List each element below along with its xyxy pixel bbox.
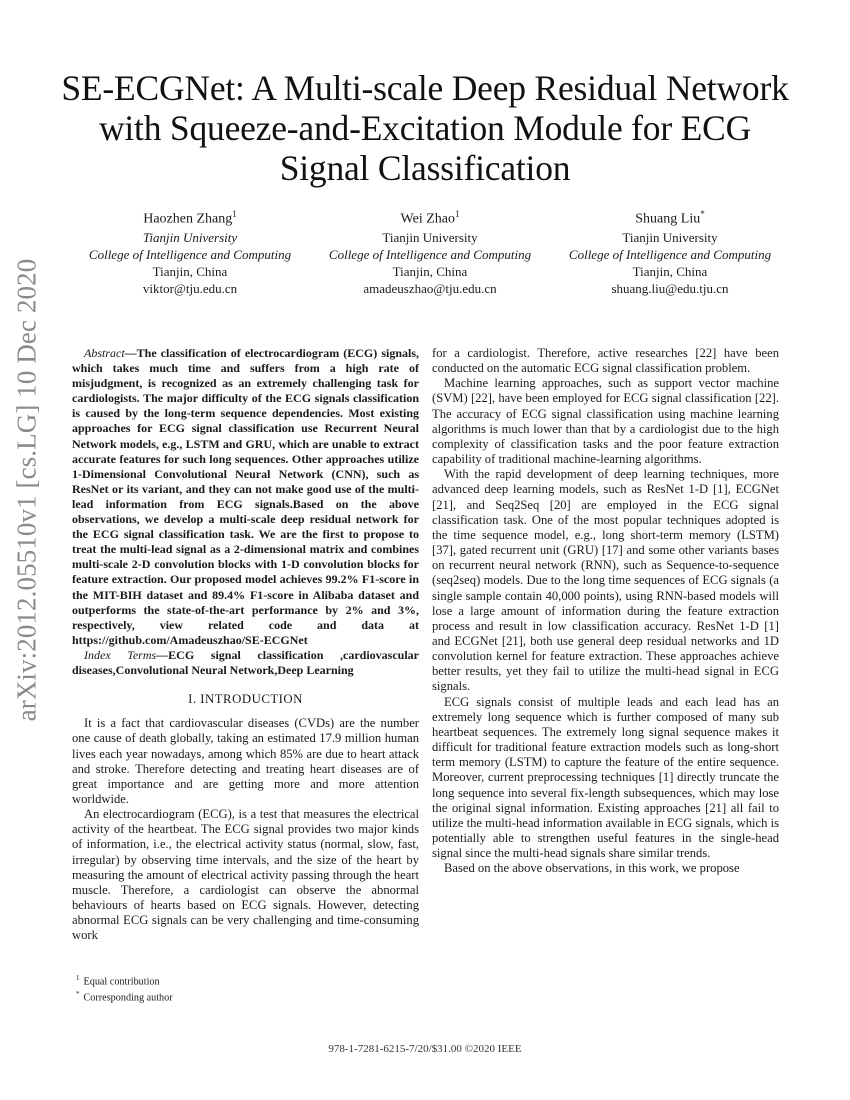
author-3 [550, 205, 790, 297]
author-name: Shuang Liu* [635, 209, 705, 227]
author-location: Tianjin, China [632, 263, 708, 279]
title-line: with Squeeze-and-Excitation Module for ECG [98, 108, 752, 148]
footnote: $^1$ Equal contribution [76, 974, 160, 988]
copyright-footer: 978-1-7281-6215-7/20/$31.00 ©2020 IEEE [328, 1043, 522, 1055]
paragraph: Machine learning approaches, such as support vector machine (SVM) [22], have been employed for ECG signal classification [22]. The accuracy of ECG signal classification using machine learning algorithms is much lower than that by a cardiologist due to the high complexity of classification tasks and the poor feature extraction capability of traditional machine-learning algorithms. [432, 376, 779, 467]
paragraph: It is a fact that cardiovascular diseases (CVDs) are the number one cause of death globally, taking an estimated 17.9 million human lives each year nowadays, among which 85% are due to heart attack and stroke. Therefore detecting and treating heart diseases are of great importance and are getting more and more attention worldwide. [72, 716, 419, 806]
index-terms-label: Index Terms [84, 647, 157, 662]
author-university: Tianjin University [622, 229, 718, 245]
author-university: Tianjin University [382, 229, 478, 245]
author-mark: 1 [454, 209, 460, 219]
author-mark: * [700, 209, 705, 219]
author-location: Tianjin, China [152, 263, 228, 279]
author-college: College of Intelligence and Computing [88, 246, 292, 262]
author-email: shuang.liu@edu.tju.cn [611, 280, 729, 296]
index-terms: Index Terms—ECG signal classification ,cardiovascular diseases,Convolutional Neural Network,Deep Learning [72, 647, 419, 677]
right-column [432, 346, 779, 876]
author-name: Wei Zhao$^1$ [400, 209, 460, 227]
author-mark: 1 [232, 209, 237, 219]
author-college: College of Intelligence and Computing [328, 246, 532, 262]
section-heading-introduction: I. INTRODUCTION [188, 692, 303, 707]
footnote: * Corresponding author [76, 990, 173, 1004]
abstract: Abstract—The classification of electrocardiogram (ECG) signals, which takes much time and suffers from a high rate of misjudgment, is recognized as an extremely challenging task for cardiologists. The major difficulty of the ECG signals classification is caused by the long-term sequence dependencies. Most existing approaches for ECG signal classification use Recurrent Neural Network models, e.g., LSTM and GRU, which are unable to extract accurate features for such long sequences. Other approaches utilize 1-Dimensional Convolutional Neural Network (CNN), such as ResNet or its variant, and they can not make good use of the multi-lead information from ECG signals.Based on the above observations, we develop a multi-scale deep residual network for the ECG signal classification task. We are the first to propose to treat the multi-lead signal as a 2-dimensional matrix and combines multi-scale 2-D convolution blocks with 1-D convolution blocks for feature extraction. Our proposed model achieves 99.2% F1-score in the MIT-BIH dataset and 89.4% F1-score in Alibaba dataset and outperforms the state-of-the-art performance by 2% and 3%, respectively, view related code and data at https://github.com/Amadeuszhao/SE-ECGNet Index Terms—ECG signal classification ,cardiovascular diseases,Convolutional Neural Network,Deep Learning [72, 346, 419, 677]
paragraph: ECG signals consist of multiple leads and each lead has an extremely long sequence which is further composed of many sub heartbeat sequences. The extremely long signal sequence makes it difficult for traditional feature extraction models such as long-short term memory (LSTM) to capture the feature of the entire sequence. Moreover, current preprocessing techniques [1] directly truncate the long sequence into several fix-length subsequences, which may lose the original signal information. Existing approaches [21] all fail to utilize the multi-head information available in ECG signals, which is potentially able to strengthen useful features in the single-head signal since the multi-head signals share similar trends. [432, 694, 779, 861]
author-college: College of Intelligence and Computing [568, 246, 772, 262]
abstract-text: The classification of electrocardiogram (ECG) signals, which takes much time and suffers from a high rate of misjudgment, is recognized as an extremely challenging task for cardiologists. The major difficulty of the ECG signals classification is caused by the long-term sequence dependencies. Most existing approaches for ECG signal classification use Recurrent Neural Network models, e.g., LSTM and GRU, which are unable to extract accurate features for such long sequences. Other approaches utilize 1-Dimensional Convolutional Neural Network (CNN), such as ResNet or its variant, and they can not make good use of the multi-lead information from ECG signals.Based on the above observations, we develop a multi-scale deep residual network for the ECG signal classification task. We are the first to propose to treat the multi-lead signal as a 2-dimensional matrix and combines multi-scale 2-D convolution blocks with 1-D convolution blocks for feature extraction. Our proposed model achieves 99.2% F1-score in the MIT-BIH dataset and 89.4% F1-score in Alibaba dataset and outperforms the state-of-the-art performance by 2% and 3%, respectively, view related code and data at https://github.com/Amadeuszhao/SE-ECGNet [72, 346, 419, 647]
paragraph: for a cardiologist. Therefore, active researches [22] have been conducted on the automatic ECG signal classification problem. [432, 346, 779, 376]
left-column [72, 346, 419, 944]
author-1 [70, 205, 310, 297]
title-line: SE-ECGNet: A Multi-scale Deep Residual Network [61, 68, 789, 108]
paper-title [40, 68, 810, 188]
author-name: Haozhen Zhang$^1$ [143, 209, 237, 227]
author-block [70, 205, 790, 297]
arxiv-identifier-stamp: arXiv:2012.05510v1 [cs.LG] 10 Dec 2020 [11, 258, 42, 722]
abstract-label: Abstract [84, 346, 125, 360]
author-location: Tianjin, China [392, 263, 468, 279]
author-email: viktor@tju.edu.cn [142, 280, 238, 296]
author-2 [310, 205, 550, 297]
index-terms-text: ECG signal classification ,cardiovascular diseases,Convolutional Neural Network,Deep Learning [72, 647, 419, 677]
author-email: amadeuszhao@tju.edu.cn [363, 280, 497, 296]
paragraph: With the rapid development of deep learning techniques, more advanced deep learning models, such as ResNet 1-D [1], ECGNet [21], and Seq2Seq [20] are employed in the ECG signal classification task. One of the most popular techniques adopted is the time sequence model, e.g., long short-term memory (LSTM) [37], gated recurrent unit (GRU) [17] and some other variants bases on recurrent neural network (RNN), such as Sequence-to-sequence (seq2seq) models. Due to the long time sequences of ECG signals (a single sample contain 40,000 points), using RNN-based models will lose a large amount of information during the feature extraction process and result in low classification accuracy. ResNet 1-D [1] and ECGNet [21], both use general deep residual networks and 1D convolution kernel for feature extraction. These approaches achieve better results, yet they fail to utilize the multi-head signal in ECG signals. [432, 467, 779, 694]
author-university: Tianjin University [142, 229, 238, 245]
footnotes [76, 972, 173, 1005]
title-line: Signal Classification [279, 148, 571, 188]
paragraph: Based on the above observations, in this work, we propose [444, 861, 740, 876]
paragraph: An electrocardiogram (ECG), is a test that measures the electrical activity of the heartbeat. The ECG signal provides two major kinds of information, i.e., the electrical activity status (normal, slow, fast, irregular) by observing time intervals, and the size of the heart by measuring the amount of electrical activity passing through the heart muscle. Therefore, a cardiologist can observe the abnormal behaviours of hearts based on ECG signals. However, detecting abnormal ECG signals can be very challenging and time-consuming work [72, 807, 419, 943]
